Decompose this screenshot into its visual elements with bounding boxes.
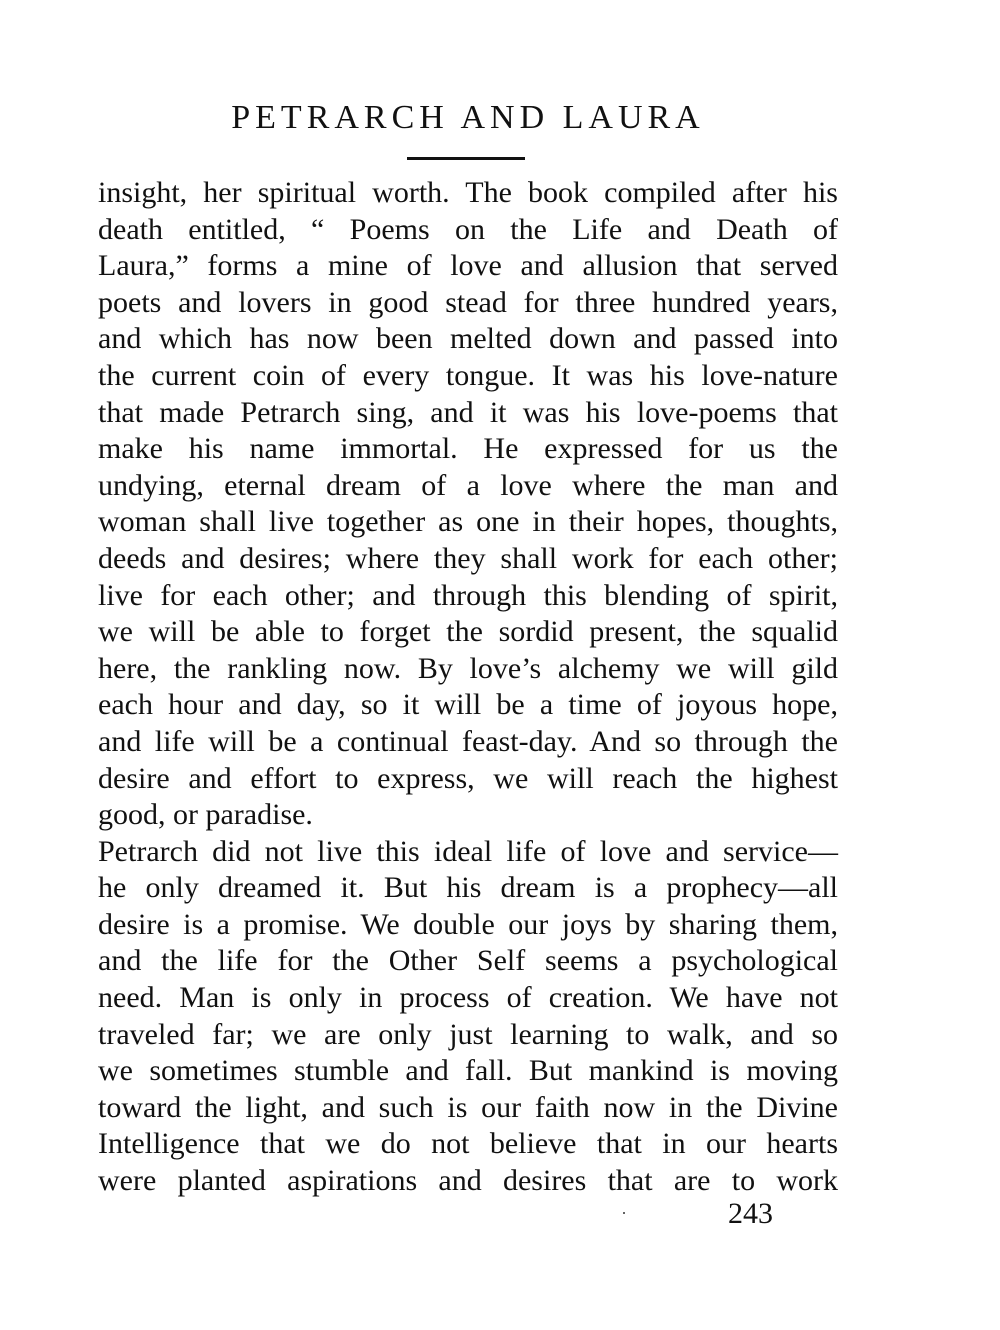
text-line: traveled far; we are only just learning to walk, and so [98,1017,838,1051]
text-line: and life will be a continual feast-day. And so through the [98,724,838,758]
body-text [98,175,838,1200]
text-line: undying, eternal dream of a love where the man and [98,468,838,502]
text-line: the current coin of every tongue. It was his love-nature [98,358,838,392]
text-line: insight, her spiritual worth. The book compiled after his [98,176,838,209]
scan-speck [623,1212,625,1214]
text-line: need. Man is only in process of creation. We have not [98,981,838,1015]
text-line: he only dreamed it. But his dream is a prophecy—all [98,871,838,905]
text-line: we sometimes stumble and fall. But mankind is moving [98,1054,838,1088]
text-line: make his name immortal. He expressed for us the [98,432,838,466]
text-line: we will be able to forget the sordid present, the squalid [98,615,838,649]
text-line: good, or paradise. [98,798,313,832]
text-line: and which has now been melted down and passed into [98,322,838,356]
text-line: desire and effort to express, we will reach the highest [98,761,838,795]
text-line: live for each other; and through this blending of spirit, [98,578,838,612]
text-line: each hour and day, so it will be a time of joyous hope, [98,688,838,722]
text-line: deeds and desires; where they shall work for each other; [98,541,838,575]
text-line: were planted aspirations and desires that are to work [98,1164,838,1198]
text-line: Petrarch did not live this ideal life of love and service— [98,834,838,868]
page-number: 243 [728,1197,773,1230]
text-line: Laura,” forms a mine of love and allusion that served [98,249,838,283]
text-line: here, the rankling now. By love’s alchemy we will gild [98,651,838,685]
text-line: poets and lovers in good stead for three hundred years, [98,285,838,319]
text-line: death entitled, “ Poems on the Life and Death of [98,212,838,246]
text-line: desire is a promise. We double our joys by sharing them, [98,907,838,941]
running-head: PETRARCH AND LAURA [231,99,705,136]
text-line: Intelligence that we do not believe that in our hearts [98,1127,838,1161]
head-rule [407,157,525,160]
text-line: woman shall live together as one in their hopes, thoughts, [98,505,838,539]
text-line: that made Petrarch sing, and it was his love-poems that [98,395,838,429]
text-line: toward the light, and such is our faith now in the Divine [98,1090,838,1124]
text-line: and the life for the Other Self seems a psychological [98,944,838,978]
